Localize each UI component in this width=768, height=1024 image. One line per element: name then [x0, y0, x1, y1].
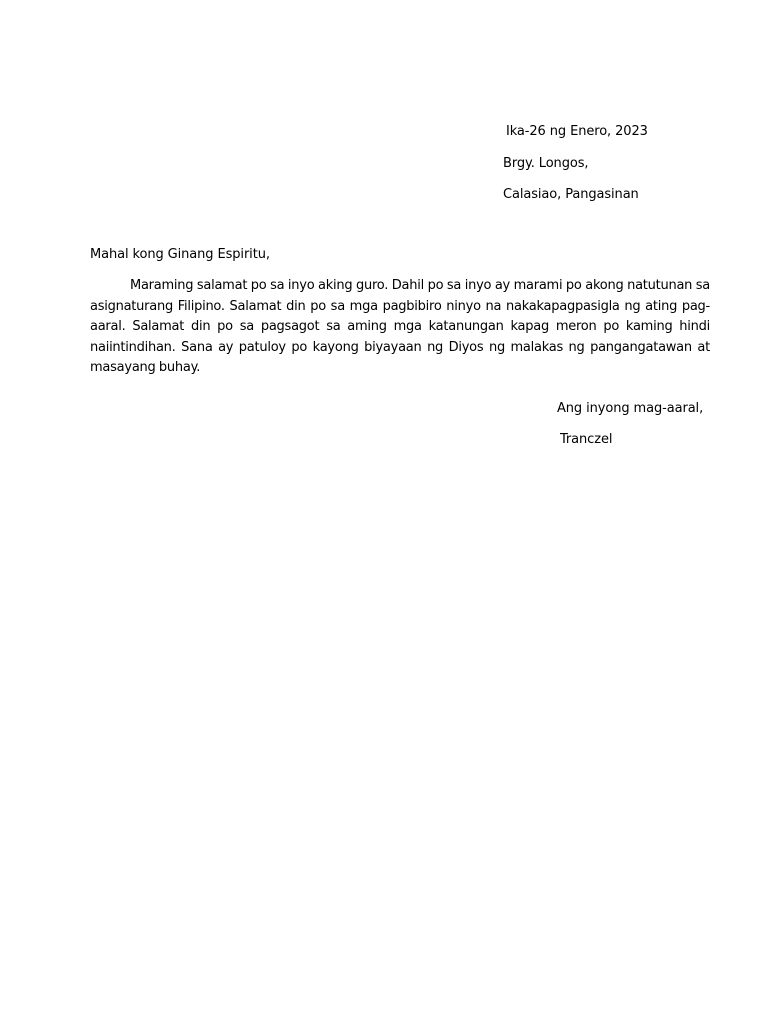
letter-closing: Ang inyong mag-aaral, — [557, 401, 704, 416]
letter-date: Ika-26 ng Enero, 2023 — [506, 124, 648, 139]
address-line-2: Calasiao, Pangasinan — [503, 187, 639, 202]
letter-salutation: Mahal kong Ginang Espiritu, — [90, 247, 270, 262]
letter-signature: Tranczel — [560, 432, 613, 447]
letter-body: Maraming salamat po sa inyo aking guro. Dahil po sa inyo ay marami po akong natutunan sa asignaturang Filipino. Salamat din po sa mga pagbibiro ninyo na nakakapagpasigla ng ating pag-aaral. Salamat din po sa pagsagot sa aming mga katanungan kapag meron po kaming hindi naiintindihan. Sana ay patuloy po kayong biyayaan ng Diyos ng malakas ng pangangatawan at masayang buhay. — [90, 278, 710, 375]
address-line-1: Brgy. Longos, — [503, 156, 589, 171]
